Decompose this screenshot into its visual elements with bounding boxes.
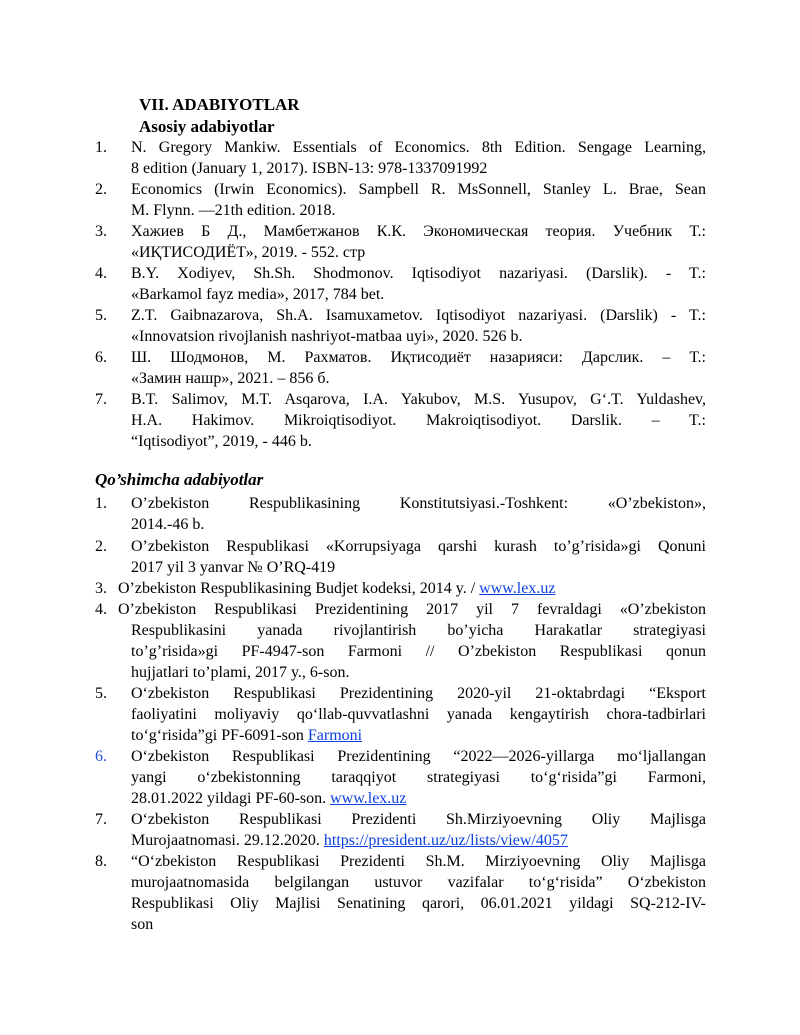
list-item-main-6: 6. Ш. Шодмонов, М. Рахматов. Иқтисодиёт назарияси: Дарслик. – Т.: «Замин нашр», 2021. – 856 б. [95, 349, 706, 387]
section-heading: VII. ADABIYOTLAR [139, 95, 300, 114]
list-item-extra-3: 3. O’zbekiston Respublikasining Budjet kodeksi, 2014 y. / www.lex.uz [95, 580, 556, 597]
list-item-extra-1: 1. O’zbekiston Respublikasining Konstitutsiyasi.-Toshkent: «O’zbekiston», 2014.-46 b. [95, 495, 706, 533]
list-item-extra-6: 6. O‘zbekiston Respublikasi Prezidentining “2022—2026-yillarga mo‘ljallangan yangi o‘zbekistonning taraqqiyot strategiyasi to‘g‘risida”gi Farmoni, 28.01.2022 yildagi PF-60-son. www.lex.uz [95, 748, 706, 807]
list-item-main-5: 5. Z.T. Gaibnazarova, Sh.A. Isamuxametov. Iqtisodiyot nazariyasi. (Darslik) - T.: «Innovatsion rivojlanish nashriyot-matbaa uyi», 2020. 526 b. [95, 307, 706, 345]
list-item-extra-7: 7. O‘zbekiston Respublikasi Prezidenti Sh.Mirziyoevning Oliy Majlisga Murojaatnomasi. 29.12.2020. https://president.uz/uz/lists/view/4057 [95, 811, 706, 849]
farmoni-link[interactable]: Farmoni [307, 727, 363, 744]
list-item-main-4: 4. B.Y. Xodiyev, Sh.Sh. Shodmonov. Iqtisodiyot nazariyasi. (Darslik). - T.: «Barkamol fayz media», 2017, 784 bet. [95, 265, 706, 303]
list-item-extra-2: 2. O’zbekiston Respublikasi «Korrupsiyaga qarshi kurash to’g’risida»gi Qonuni 2017 yil 3 yanvar № O’RQ-419 [95, 538, 706, 576]
list-item-extra-4: 4. O’zbekiston Respublikasi Prezidentining 2017 yil 7 fevraldagi «O’zbekiston Respublikasini yanada rivojlantirish bo’yicha Harakatlar strategiyasi to’g’risida»gi PF-4947-son Farmoni // O’zbekiston Respublikasi qonun hujjatlari to’plami, 2017 y., 6-son. [95, 601, 706, 681]
list-item-main-2: 2. Economics (Irwin Economics). Sampbell R. MsSonnell, Stanley L. Brae, Sean M. Flynn. —21th edition. 2018. [95, 181, 706, 219]
extra-literature-heading: Qo’shimcha adabiyotlar [95, 470, 264, 489]
main-literature-heading: Asosiy adabiyotlar [139, 117, 275, 136]
lex-uz-link[interactable]: www.lex.uz [479, 580, 556, 597]
list-item-extra-5: 5. O‘zbekiston Respublikasi Prezidentining 2020-yil 21-oktabrdagi “Eksport faoliyatini moliyaviy qo‘llab-quvvatlashni yanada kengaytirish chora-tadbirlari to‘g‘risida”gi PF-6091-son Farmoni [95, 685, 706, 744]
list-item-main-1: 1. N. Gregory Mankiw. Essentials of Economics. 8th Edition. Sengage Learning, 8 edition (January 1, 2017). ISBN-13: 978-1337091992 [95, 139, 706, 177]
list-item-extra-8: 8. “O‘zbekiston Respublikasi Prezidenti Sh.M. Mirziyoevning Oliy Majlisga murojaatnomasida belgilangan ustuvor vazifalar to‘g‘risida” O‘zbekiston Respublikasi Oliy Majlisi Senatining qarori, 06.01.2021 yildagi SQ-212-IV- son [95, 853, 706, 933]
lex-uz-link-2[interactable]: www.lex.uz [330, 790, 407, 807]
list-item-main-7: 7. B.T. Salimov, M.T. Asqarova, I.A. Yakubov, M.S. Yusupov, G‘.T. Yuldashev, H.A. Hakimov. Mikroiqtisodiyot. Makroiqtisodiyot. Darslik. – T.: “Iqtisodiyot”, 2019, - 446 b. [95, 391, 706, 450]
president-uz-link[interactable]: https://president.uz/uz/lists/view/4057 [323, 832, 568, 849]
list-item-main-3: 3. Хажиев Б Д., Мамбетжанов К.К. Экономическая теория. Учебник Т.: «ИҚТИСОДИЁТ», 2019. - 552. стр [95, 223, 706, 261]
